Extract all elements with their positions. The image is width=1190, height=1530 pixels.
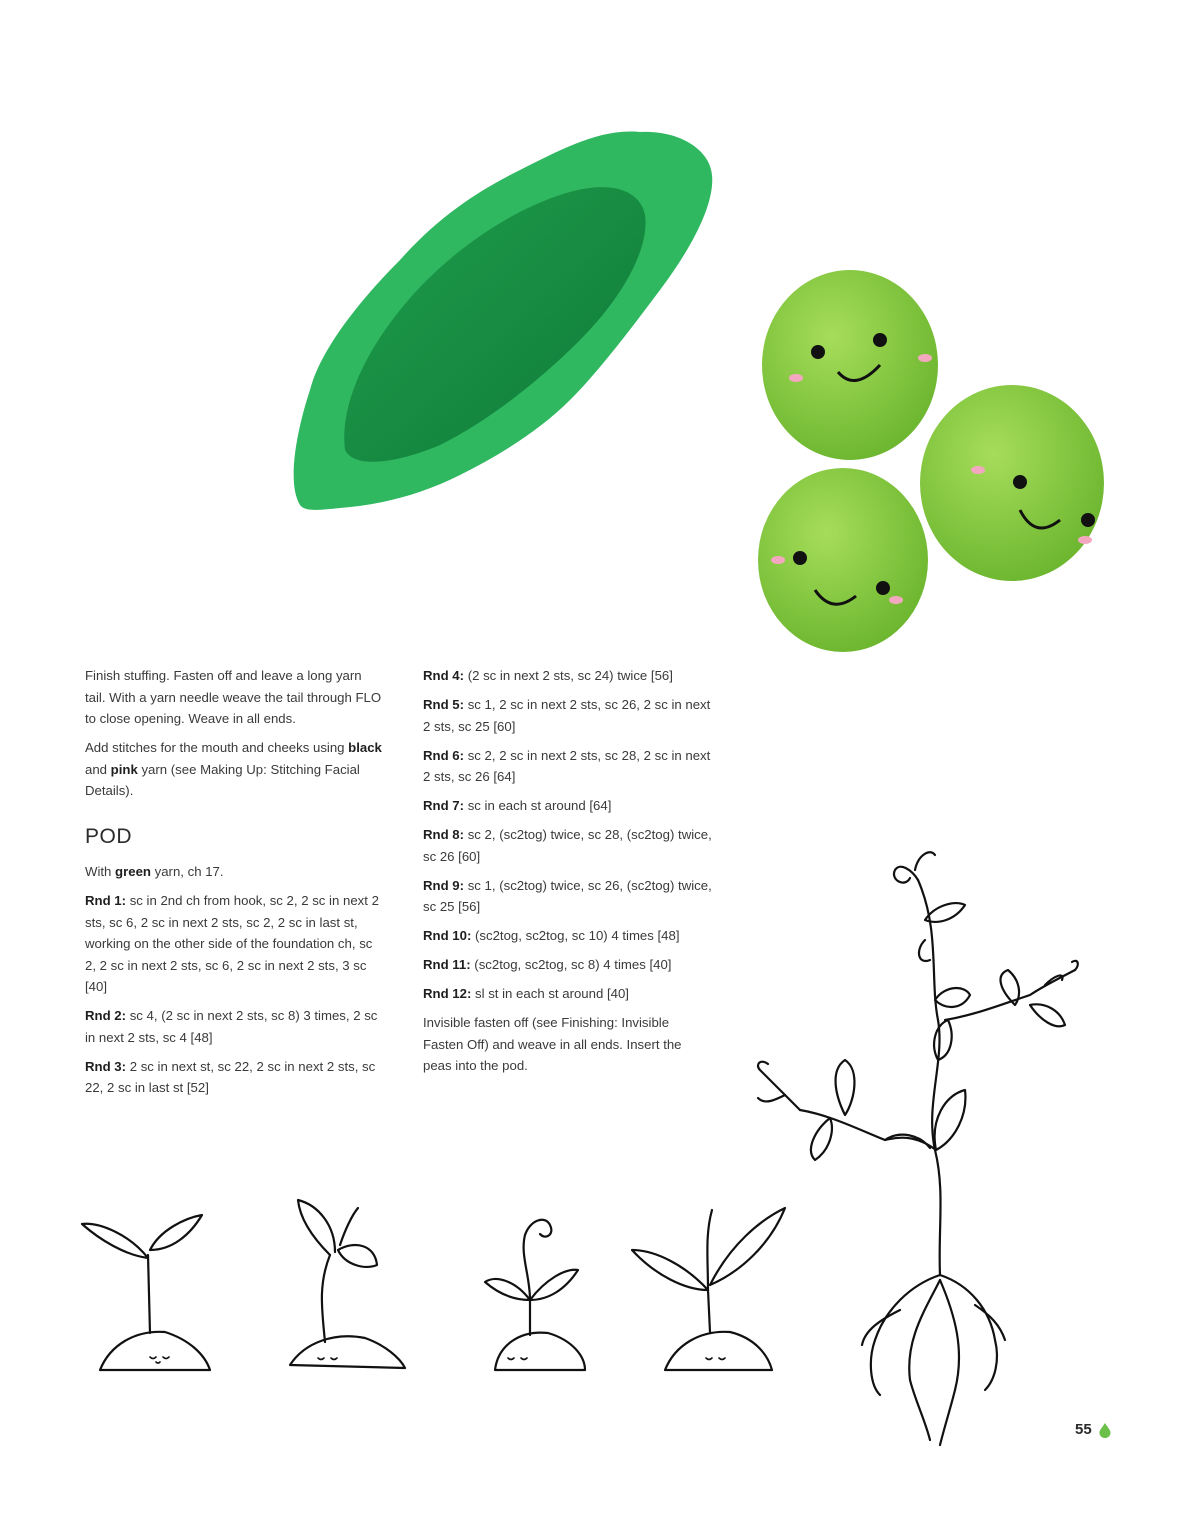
pea-right	[920, 385, 1104, 581]
round-text: (2 sc in next 2 sts, sc 24) twice [56]	[464, 668, 673, 683]
sprout-growth-illustration	[70, 840, 1110, 1450]
round-text: sc 4, (2 sc in next 2 sts, sc 8) 3 times, 2 sc in next 2 sts, sc 4 [48]	[85, 1008, 378, 1045]
facial-details-paragraph	[85, 737, 385, 802]
round-label: Rnd 12:	[423, 986, 472, 1001]
page-number: 55	[1075, 1421, 1092, 1438]
finishing-instruction: Invisible fasten off (see Finishing: Invisible Fasten Off) and weave in all ends. Insert the peas into the pod.	[423, 1015, 682, 1073]
text-run: yarn, ch 17.	[150, 864, 224, 879]
pea-bottom	[758, 468, 928, 652]
yarn-color-black: black	[348, 740, 382, 755]
round-label: Rnd 8:	[423, 827, 465, 842]
round-text: sc in each st around [64]	[464, 798, 612, 813]
sprout-1	[82, 1215, 210, 1370]
round-instruction	[423, 665, 713, 687]
round-instruction	[423, 694, 713, 737]
round-label: Rnd 10:	[423, 928, 472, 943]
text-run: yarn (see Making Up: Stitching Facial Details).	[85, 761, 360, 798]
round-text: sc 1, 2 sc in next 2 sts, sc 26, 2 sc in next 2 sts, sc 25 [60]	[423, 697, 711, 734]
round-text: sc 2, (sc2tog) twice, sc 28, (sc2tog) twice, sc 26 [60]	[423, 827, 712, 864]
text-run: and	[85, 761, 111, 777]
pod-and-peas-photo	[280, 120, 1120, 660]
yarn-color-green: green	[115, 864, 151, 879]
leaf-icon	[1098, 1423, 1112, 1439]
round-text: sl st in each st around [40]	[471, 986, 629, 1001]
text-run: With	[85, 864, 116, 879]
round-text: 2 sc in next st, sc 22, 2 sc in next 2 sts, sc 22, 2 sc in last st [52]	[85, 1058, 376, 1095]
round-text: sc 2, 2 sc in next 2 sts, sc 28, 2 sc in next 2 sts, sc 26 [64]	[423, 747, 711, 784]
text-run: Add stitches for the mouth and cheeks using	[85, 740, 349, 755]
pea-plant	[758, 852, 1078, 1445]
round-label: Rnd 3:	[85, 1058, 127, 1074]
round-text: sc in 2nd ch from hook, sc 2, 2 sc in next 2 sts, sc 6, 2 sc in next 2 sts, sc 2, 2 sc in last st, working on the other side of the foundation ch, sc 2, 2 sc in next 2 sts, sc 6, 2 sc in next 2 sts, 3 sc [40]	[85, 893, 379, 994]
round-label: Rnd 7:	[423, 798, 465, 813]
round-label: Rnd 9:	[423, 877, 465, 893]
pod-heading: POD	[85, 824, 133, 848]
sprout-3	[485, 1220, 585, 1370]
round-text: (sc2tog, sc2tog, sc 8) 4 times [40]	[470, 957, 672, 972]
intro-paragraph: Finish stuffing. Fasten off and leave a long yarn tail. With a yarn needle weave the tail through FLO to close opening. Weave in all ends.	[85, 668, 382, 726]
round-label: Rnd 6:	[423, 747, 465, 763]
round-instruction	[423, 795, 713, 817]
yarn-color-pink: pink	[110, 761, 138, 777]
round-instruction	[423, 745, 713, 788]
round-text: (sc2tog, sc2tog, sc 10) 4 times [48]	[471, 928, 680, 943]
round-label: Rnd 11:	[423, 957, 471, 972]
pea-top	[762, 270, 938, 460]
round-label: Rnd 5:	[423, 697, 465, 712]
round-label: Rnd 1:	[85, 893, 127, 908]
sprout-2	[290, 1200, 405, 1368]
round-text: sc 1, (sc2tog) twice, sc 26, (sc2tog) twice, sc 25 [56]	[423, 877, 712, 914]
round-label: Rnd 2:	[85, 1008, 127, 1023]
crochet-pod	[294, 132, 713, 510]
round-label: Rnd 4:	[423, 668, 465, 683]
sprout-4	[632, 1208, 785, 1370]
